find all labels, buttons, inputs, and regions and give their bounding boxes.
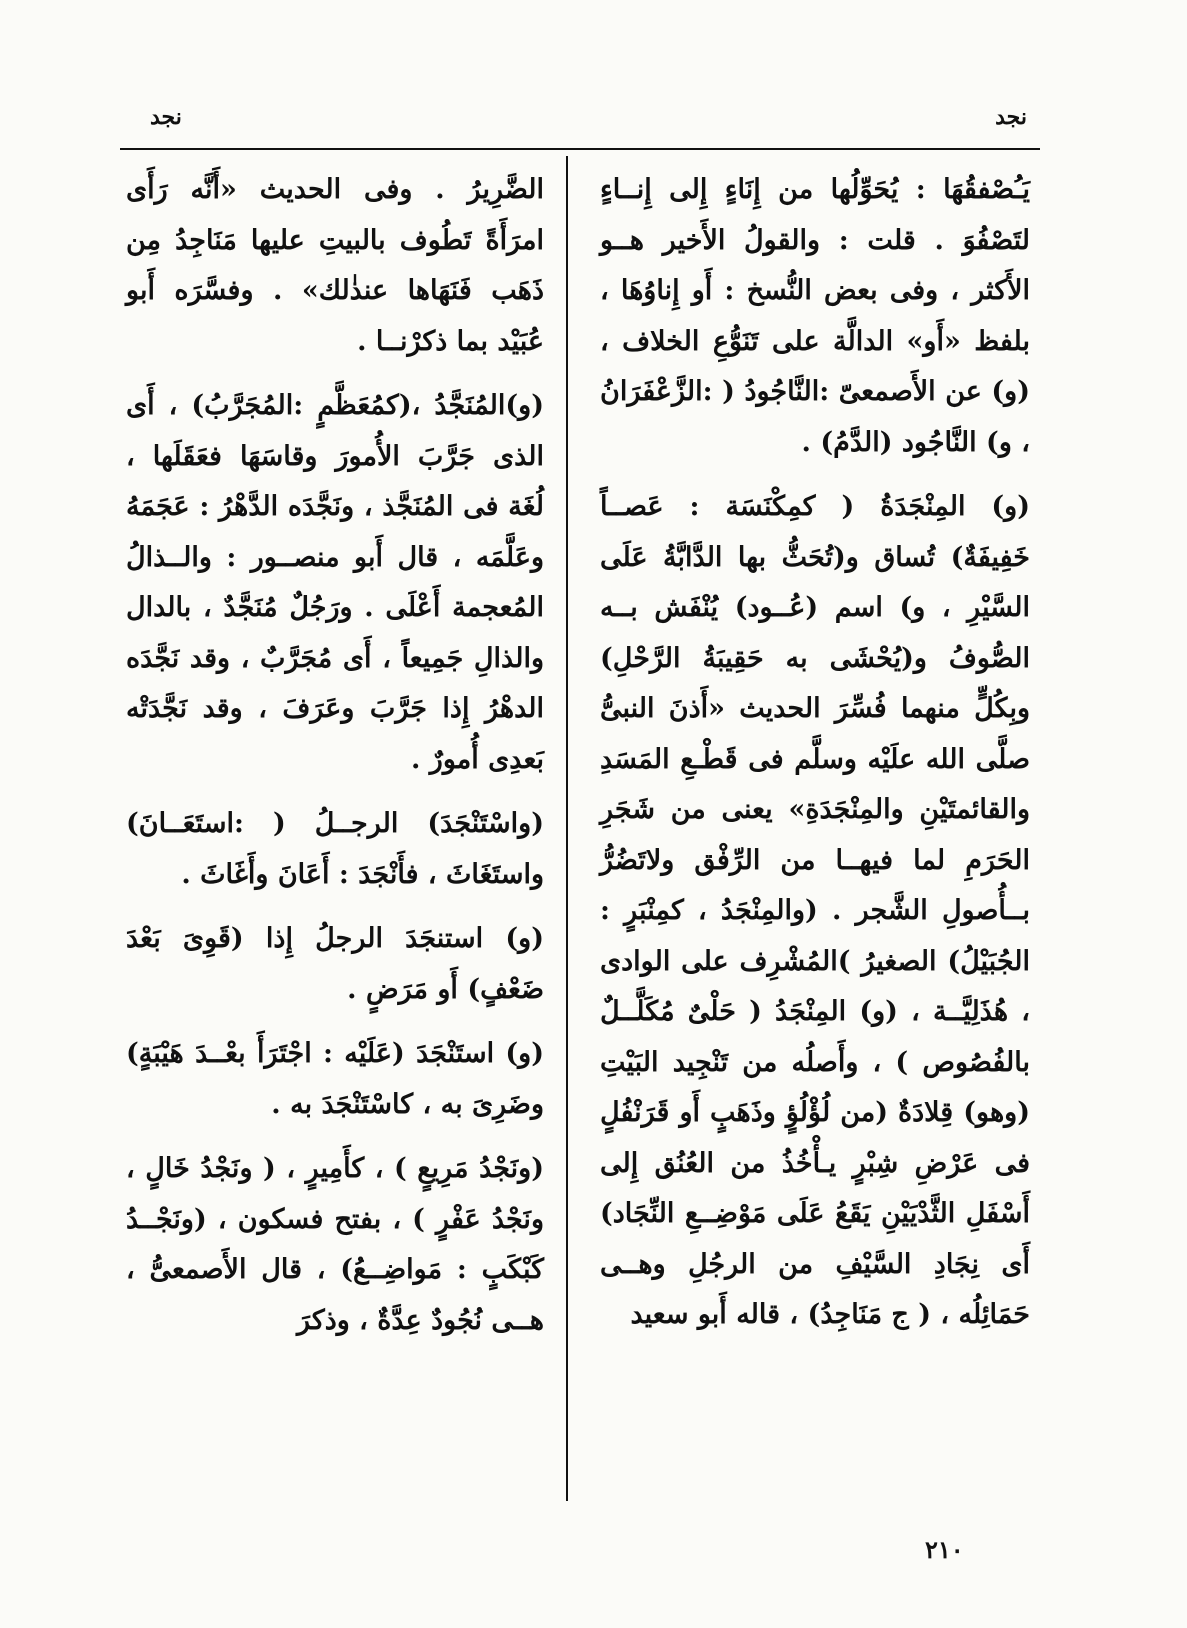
header-keyword-right: نجد	[995, 104, 1027, 130]
paragraph: (و) المِنْجَدَةُ ( كمِكْنَسَة : عَصــاً خَفِيفَةٌ) تُساق و(تُحَثُّ بها الدَّابَّةُ عَلَى السَّيْرِ ، و) اسم (عُــود) يُنْفَش بــه الصُّوفُ و(يُحْشَى به حَقِيبَةُ الرَّحْلِ) وبِكُلٍّ منهما فُسِّرَ الحديث «أَذنَ النبىُّ صلَّى الله علَيْه وسلَّم فى قَطْـعِ المَسَدِ والقائمتَيْنِ والمِنْجَدَةِ» يعنى من شَجَرِ الحَرَمِ لما فيهــا من الرِّفْق ولاتَضُرُّ بــأُصولِ الشَّجر . (والمِنْجَدُ ، كمِنْبَرٍ : الجُبَيْلُ) الصغيرُ )المُشْرِف على الوادى ، هُذَلِيَّــة ، (و) المِنْجَدُ ( حَلْىٌ مُكَلَّــلٌ بالفُصُوص ) ، وأَصلُه من تَنْجِيد البَيْتِ (وهو) قِلادَةٌ (من لُؤْلُؤٍ وذَهَبٍ أَو قَرَنْفُلٍ فى عَرْضِ شِبْرٍ يـأْخُذُ من العُنُق إِلى أَسْفَلِ الثَّدْيَيْنِ يَقَعُ عَلَى مَوْضِــعِ النِّجَاد) أَى نِجَادِ السَّيْفِ من الرجُلِ وهــى حَمَائِلُه ، ( ج مَنَاجِدُ) ، قاله أَبو سعيد	[600, 491, 1030, 1330]
paragraph: (و)المُنَجَّدُ ،(كمُعَظَّمٍ :المُجَرَّبُ) ، أَى الذى جَرَّبَ الأُمورَ وقاسَهَا فعَقَلَها ، لُغَة فى المُنَجَّذ ، ونَجَّدَه الدَّهْرُ : عَجَمَهُ وعَلَّمَه ، قال أَبو منصــور : والــذالُ المُعجمة أَعْلَى . ورَجُلٌ مُنَجَّدٌ ، بالدال والذالِ جَمِيعاً ، أَى مُجَرَّبٌ ، وقد نَجَّدَه الدهْرُ إِذا جَرَّبَ وعَرَفَ ، وقد نَجَّدَتْه بَعدِى أُمورٌ .	[126, 390, 544, 775]
paragraph: (ونَجْدُ مَرِيعٍ ) ، كأَمِيرٍ ، ( ونَجْدُ خَالٍ ، ونَجْدُ عَفْرٍ ) ، بفتح فسكون ، (ونَجْــدُ كَبْكَبٍ : مَواضِــعُ) ، قال الأَصمعىُّ ، هــى نُجُودٌ عِدَّةٌ ، وذكرَ	[126, 1153, 544, 1336]
paragraph: الضَّرِيرُ . وفى الحديث «أَنَّه رَأَى امرَأَةً تَطُوف بالبيتِ عليها مَنَاجِدُ مِن ذَهَب فَنَهَاها عنذٰلك» . وفسَّرَه أَبو عُبَيْد بما ذكرْنــا .	[126, 174, 544, 357]
paragraph: (و) استنجَدَ الرجلُ إِذا (قَوِىَ بَعْدَ ضَعْفٍ) أَو مَرَضٍ .	[126, 923, 544, 1005]
header-keyword-left: نجد	[150, 104, 182, 130]
page-number: ٢١٠	[925, 1535, 964, 1564]
left-column	[126, 165, 544, 1360]
paragraph: (واسْتَنْجَدَ) الرجــلُ ( :استَعَــانَ) واستَغَاثَ ، فأَنْجَدَ : أَعَانَ وأَغَاثَ .	[126, 808, 544, 890]
page-header	[120, 100, 1047, 140]
header-rule	[120, 148, 1040, 150]
paragraph: (و) استَنْجَدَ (عَلَيْه : اجْتَرَأَ بعْــدَ هَيْبَةٍ) وضَرِىَ به ، كاسْتَنْجَدَ به .	[126, 1038, 544, 1120]
column-divider	[566, 156, 568, 1501]
paragraph: يَـُصْفقُهَا : يُحَوِّلُها من إِنَاءٍ إِلى إِنــاءٍ لتَصْفُوَ . قلت : والقولُ الأَخير هــو الأَكثر ، وفى بعض النُّسخ : أَو إِناوُهَا ، بلفظ «أَو» الدالَّة على تَنَوُّعِ الخلاف ، (و) عن الأَصمعىّ :النَّاجُودُ ( :الزَّعْفَرَانُ ، و) النَّاجُود (الدَّمُ) .	[600, 174, 1030, 458]
right-column	[600, 165, 1030, 1355]
